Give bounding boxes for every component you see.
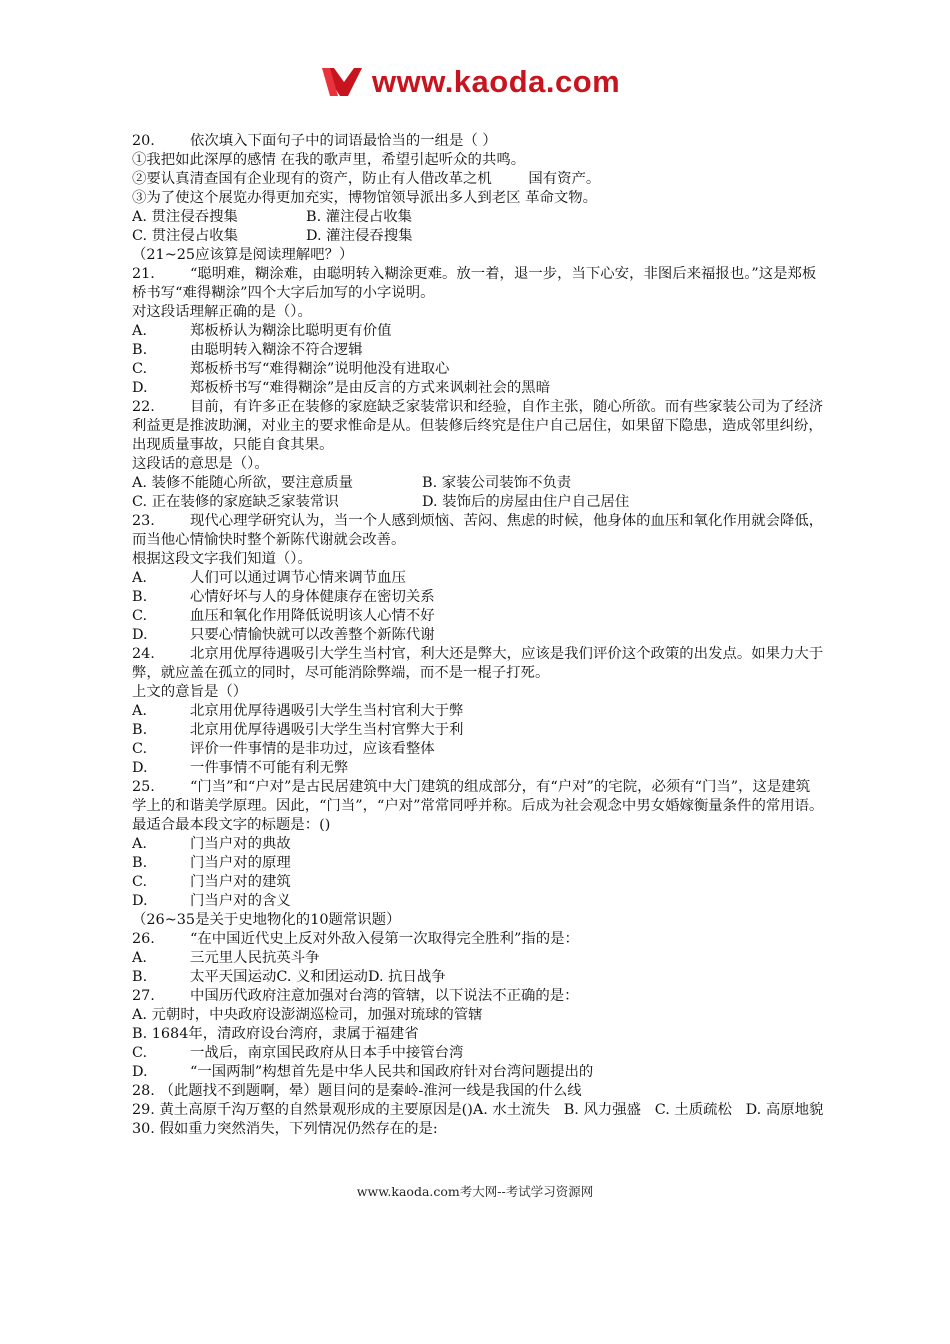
question-26-option-a: A. 三元里人民抗英斗争 (132, 950, 320, 966)
question-20-stem: 20. 依次填入下面句子中的词语最恰当的一组是（ ） (132, 133, 497, 149)
question-23-stem: 23. 现代心理学研究认为，当一个人感到烦恼、苦闷、焦虑的时候，他身体的血压和氧化作用就会降低，而当他心情愉快时整个新陈代谢就会改善。 (132, 513, 824, 548)
question-27-option-d: D. “一国两制”构想首先是中华人民共和国政府针对台湾问题提出的 (132, 1064, 594, 1080)
question-22-options-cd: C. 正在装修的家庭缺乏家装常识 D. 装饰后的房屋由住户自己居住 (132, 494, 630, 510)
question-24-option-b: B. 北京用优厚待遇吸引大学生当村官弊大于利 (132, 722, 464, 738)
question-27-stem: 27. 中国历代政府注意加强对台湾的管辖，以下说法不正确的是： (132, 988, 579, 1004)
question-23-option-d: D. 只要心情愉快就可以改善整个新陈代谢 (132, 627, 435, 643)
question-21-option-b: B. 由聪明转入糊涂不符合逻辑 (132, 342, 363, 358)
question-23-option-c: C. 血压和氧化作用降低说明该人心情不好 (132, 608, 435, 624)
question-26-stem: 26. “在中国近代史上反对外敌入侵第一次取得完全胜利”指的是： (132, 931, 579, 947)
question-24-stem: 24. 北京用优厚待遇吸引大学生当村官，利大还是弊大，应该是我们评价这个政策的出发点。如果力大于弊，就应盖在孤立的同时，尽可能消除弊端，而不是一棍子打死。 (132, 646, 824, 681)
question-26-option-b: B. 太平天国运动C. 义和团运动D. 抗日战争 (132, 969, 446, 985)
question-24-option-a: A. 北京用优厚待遇吸引大学生当村官利大于弊 (132, 703, 464, 719)
logo-text: www.kaoda.com (372, 64, 621, 99)
question-21-ask: 对这段话理解正确的是（）。 (132, 304, 312, 320)
question-30: 30. 假如重力突然消失，下列情况仍然存在的是: (132, 1121, 438, 1137)
section-note-general-knowledge: （26~35是关于史地物化的10题常识题） (132, 912, 401, 928)
question-24-option-c: C. 评价一件事情的是非功过，应该看整体 (132, 741, 435, 757)
question-29: 29. 黄土高原千沟万壑的自然景观形成的主要原因是()A. 水土流失 B. 风力强盛 C. 土质疏松 D. 高原地貌 (132, 1102, 824, 1118)
question-22-options-ab: A. 装修不能随心所欲，要注意质量 B. 家装公司装饰不负责 (132, 475, 572, 491)
question-24-option-d: D. 一件事情不可能有利无弊 (132, 760, 349, 776)
question-20-options-cd: C. 贯注侵占收集 D. 灌注侵吞搜集 (132, 228, 413, 244)
question-23-option-a: A. 人们可以通过调节心情来调节血压 (132, 570, 406, 586)
question-23-option-b: B. 心情好坏与人的身体健康存在密切关系 (132, 589, 435, 605)
question-23-ask: 根据这段文字我们知道（）。 (132, 551, 312, 567)
question-25-option-a: A. 门当户对的典故 (132, 836, 291, 852)
question-22-ask: 这段话的意思是（）。 (132, 456, 269, 472)
question-25-option-c: C. 门当户对的建筑 (132, 874, 291, 890)
question-25-option-b: B. 门当户对的原理 (132, 855, 291, 871)
question-27-option-a: A. 元朝时，中央政府设澎湖巡检司，加强对琉球的管辖 (132, 1007, 483, 1023)
question-27-option-b: B. 1684年，清政府设台湾府，隶属于福建省 (132, 1026, 419, 1042)
question-24-ask: 上文的意旨是（） (132, 684, 248, 700)
question-20-sentence-1: ①我把如此深厚的感情 在我的歌声里，希望引起听众的共鸣。 (132, 152, 526, 168)
question-21-stem: 21. “聪明难，糊涂难，由聪明转入糊涂更难。放一着，退一步，当下心安，非图后来福报也。”这是郑板桥书写“难得糊涂”四个大字后加写的小字说明。 (132, 266, 817, 301)
section-note-reading: （21~25应该算是阅读理解吧？） (132, 247, 354, 263)
question-21-option-c: C. 郑板桥书写“难得糊涂”说明他没有进取心 (132, 361, 450, 377)
exam-content (132, 132, 824, 1139)
question-21-option-a: A. 郑板桥认为糊涂比聪明更有价值 (132, 323, 392, 339)
question-22-stem: 22. 目前，有许多正在装修的家庭缺乏家装常识和经验，自作主张，随心所欲。而有些家装公司为了经济利益更是推波助澜，对业主的要求惟命是从。但装修后终究是住户自己居住，如果留下隐患，造成邻里纠纷，出现质量事故，只能自食其果。 (132, 399, 824, 453)
question-27-option-c: C. 一战后，南京国民政府从日本手中接管台湾 (132, 1045, 464, 1061)
question-25-stem: 25. “门当”和“户对”是古民居建筑中大门建筑的组成部分，有“户对”的宅院，必须有“门当”，这是建筑学上的和谐美学原理。因此，“门当”，“户对”常常同呼并称。后成为社会观念中男女婚嫁衡量条件的常用语。最适合最本段文字的标题是：() (132, 779, 824, 833)
question-28: 28. （此题找不到题啊，晕）题目问的是秦岭-淮河一线是我国的什么线 (132, 1083, 582, 1099)
question-21-option-d: D. 郑板桥书写“难得糊涂”是由反言的方式来讽刺社会的黑暗 (132, 380, 551, 396)
page-footer: www.kaoda.com考大网--考试学习资源网 (356, 1184, 594, 1199)
question-25-option-d: D. 门当户对的含义 (132, 893, 291, 909)
question-20-options-ab: A. 贯注侵吞搜集 B. 灌注侵占收集 (132, 209, 413, 225)
question-20-sentence-3: ③为了使这个展览办得更加充实，博物馆领导派出多人到老区 革命文物。 (132, 190, 598, 206)
question-20-sentence-2: ②要认真清查国有企业现有的资产，防止有人借改革之机 国有资产。 (132, 171, 601, 187)
kaoda-logo-icon (320, 64, 364, 100)
